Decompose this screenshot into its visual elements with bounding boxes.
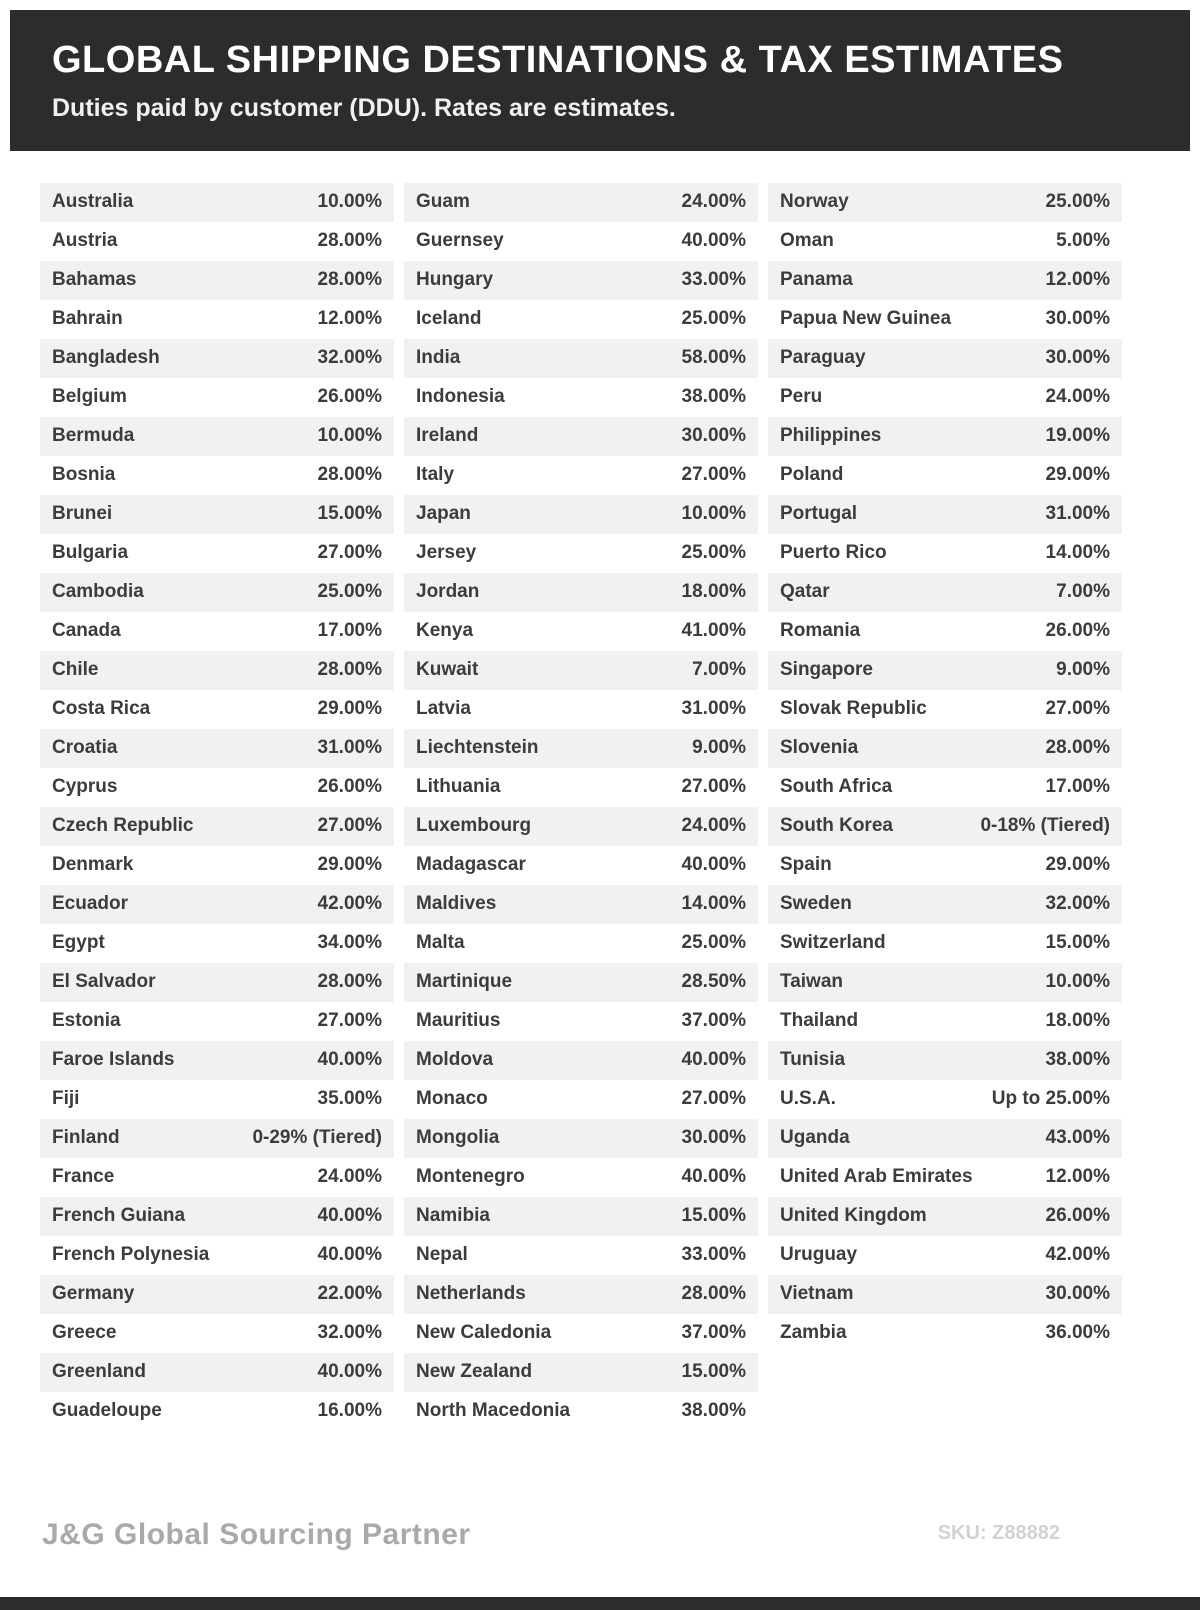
table-row xyxy=(404,1314,758,1353)
tax-rate: 24.00% xyxy=(681,191,746,213)
country-name: Slovenia xyxy=(780,737,859,759)
table-row xyxy=(40,729,394,768)
country-name: Jordan xyxy=(416,581,480,603)
table-row xyxy=(768,846,1122,885)
tax-rate: 26.00% xyxy=(317,386,382,408)
table-row xyxy=(768,1275,1122,1314)
rate-column-3 xyxy=(768,183,1122,1353)
tax-rate: 42.00% xyxy=(1045,1244,1110,1266)
table-row xyxy=(404,222,758,261)
table-row xyxy=(404,1353,758,1392)
tax-rate: 7.00% xyxy=(1056,581,1110,603)
table-row xyxy=(768,1041,1122,1080)
table-row xyxy=(404,1275,758,1314)
tax-rate: 9.00% xyxy=(692,737,746,759)
country-name: Poland xyxy=(780,464,844,486)
country-name: Italy xyxy=(416,464,455,486)
tax-rate: 12.00% xyxy=(317,308,382,330)
country-name: Switzerland xyxy=(780,932,886,954)
tax-rate: 31.00% xyxy=(681,698,746,720)
table-row xyxy=(40,1002,394,1041)
country-name: South Africa xyxy=(780,776,893,798)
tax-rate: 7.00% xyxy=(692,659,746,681)
table-row xyxy=(768,1080,1122,1119)
country-name: Finland xyxy=(52,1127,120,1149)
tax-rate: 35.00% xyxy=(317,1088,382,1110)
table-row xyxy=(768,690,1122,729)
table-row xyxy=(404,1236,758,1275)
country-name: United Kingdom xyxy=(780,1205,927,1227)
tax-rate: 10.00% xyxy=(1045,971,1110,993)
country-name: Puerto Rico xyxy=(780,542,887,564)
page-subtitle: Duties paid by customer (DDU). Rates are estimates. xyxy=(52,93,676,122)
table-row xyxy=(404,495,758,534)
country-name: Greenland xyxy=(52,1361,146,1383)
table-row xyxy=(40,963,394,1002)
tax-rate: 22.00% xyxy=(317,1283,382,1305)
country-name: Romania xyxy=(780,620,861,642)
country-name: Costa Rica xyxy=(52,698,151,720)
table-row xyxy=(768,924,1122,963)
tax-rate: 27.00% xyxy=(1045,698,1110,720)
table-row xyxy=(768,651,1122,690)
tax-rate: 12.00% xyxy=(1045,1166,1110,1188)
table-row xyxy=(404,729,758,768)
table-row xyxy=(40,1314,394,1353)
country-name: Kenya xyxy=(416,620,474,642)
country-name: Norway xyxy=(780,191,849,213)
tax-rate: 29.00% xyxy=(1045,854,1110,876)
tax-rate: 30.00% xyxy=(1045,1283,1110,1305)
table-row xyxy=(404,846,758,885)
table-row xyxy=(40,417,394,456)
country-name: United Arab Emirates xyxy=(780,1166,973,1188)
table-row xyxy=(768,729,1122,768)
rate-column-2 xyxy=(404,183,758,1431)
tax-rate: 15.00% xyxy=(681,1205,746,1227)
country-name: Brunei xyxy=(52,503,113,525)
table-row xyxy=(40,456,394,495)
tax-rate: 28.00% xyxy=(317,971,382,993)
country-name: Croatia xyxy=(52,737,118,759)
table-row xyxy=(404,1197,758,1236)
tax-rate: 34.00% xyxy=(317,932,382,954)
table-row xyxy=(40,1236,394,1275)
table-row xyxy=(768,534,1122,573)
country-name: Uganda xyxy=(780,1127,850,1149)
country-name: Liechtenstein xyxy=(416,737,539,759)
table-row xyxy=(40,768,394,807)
tax-rate: 43.00% xyxy=(1045,1127,1110,1149)
country-name: Cambodia xyxy=(52,581,144,603)
tax-rate: 37.00% xyxy=(681,1322,746,1344)
tax-rate: 10.00% xyxy=(681,503,746,525)
country-name: Faroe Islands xyxy=(52,1049,175,1071)
table-row xyxy=(768,807,1122,846)
tax-rate: 28.00% xyxy=(317,269,382,291)
table-row xyxy=(768,261,1122,300)
country-name: Panama xyxy=(780,269,853,291)
table-row xyxy=(40,183,394,222)
table-row xyxy=(768,885,1122,924)
table-row xyxy=(404,651,758,690)
table-row xyxy=(404,183,758,222)
table-row xyxy=(404,378,758,417)
tax-rate: 40.00% xyxy=(317,1049,382,1071)
table-row xyxy=(40,534,394,573)
country-name: Qatar xyxy=(780,581,830,603)
table-row xyxy=(40,885,394,924)
tax-rate: 32.00% xyxy=(1045,893,1110,915)
country-name: New Zealand xyxy=(416,1361,533,1383)
table-row xyxy=(404,690,758,729)
tax-rate: 28.50% xyxy=(681,971,746,993)
table-row xyxy=(404,612,758,651)
page-title: GLOBAL SHIPPING DESTINATIONS & TAX ESTIMATES xyxy=(52,39,1064,81)
tax-rate: 32.00% xyxy=(317,347,382,369)
tax-rate: 24.00% xyxy=(681,815,746,837)
table-row xyxy=(404,534,758,573)
tax-rate: 15.00% xyxy=(317,503,382,525)
table-row xyxy=(40,1119,394,1158)
table-row xyxy=(768,963,1122,1002)
country-name: Sweden xyxy=(780,893,852,915)
tax-rate: 40.00% xyxy=(317,1361,382,1383)
tax-rate: 33.00% xyxy=(681,269,746,291)
country-name: Portugal xyxy=(780,503,858,525)
tax-rate: 40.00% xyxy=(681,854,746,876)
table-row xyxy=(404,963,758,1002)
country-name: Bahrain xyxy=(52,308,123,330)
rate-column-1 xyxy=(40,183,394,1431)
country-name: Egypt xyxy=(52,932,105,954)
table-row xyxy=(404,1119,758,1158)
country-name: Hungary xyxy=(416,269,494,291)
country-name: Lithuania xyxy=(416,776,501,798)
country-name: Japan xyxy=(416,503,471,525)
tax-rate: 42.00% xyxy=(317,893,382,915)
table-row xyxy=(768,1002,1122,1041)
country-name: El Salvador xyxy=(52,971,156,993)
country-name: Philippines xyxy=(780,425,882,447)
table-row xyxy=(768,183,1122,222)
country-name: Papua New Guinea xyxy=(780,308,952,330)
country-name: Iceland xyxy=(416,308,482,330)
tax-rate: 27.00% xyxy=(681,1088,746,1110)
country-name: Spain xyxy=(780,854,832,876)
tax-rate: 28.00% xyxy=(317,659,382,681)
table-row xyxy=(40,222,394,261)
country-name: Bermuda xyxy=(52,425,135,447)
tax-rate: 25.00% xyxy=(681,542,746,564)
tax-rate: 30.00% xyxy=(681,425,746,447)
table-row xyxy=(404,1158,758,1197)
table-row xyxy=(404,1002,758,1041)
table-row xyxy=(768,417,1122,456)
tax-rate: 30.00% xyxy=(1045,347,1110,369)
tax-rate: 18.00% xyxy=(681,581,746,603)
tax-rate: 28.00% xyxy=(317,230,382,252)
country-name: Paraguay xyxy=(780,347,866,369)
table-row xyxy=(768,1119,1122,1158)
tax-rate: 58.00% xyxy=(681,347,746,369)
tax-rate: 17.00% xyxy=(1045,776,1110,798)
country-name: Australia xyxy=(52,191,134,213)
country-name: Uruguay xyxy=(780,1244,858,1266)
country-name: Bulgaria xyxy=(52,542,129,564)
country-name: Zambia xyxy=(780,1322,847,1344)
table-row xyxy=(768,339,1122,378)
country-name: Thailand xyxy=(780,1010,859,1032)
tax-rate: 30.00% xyxy=(1045,308,1110,330)
table-row xyxy=(40,1392,394,1431)
table-row xyxy=(768,1158,1122,1197)
country-name: Kuwait xyxy=(416,659,479,681)
tax-rate: 40.00% xyxy=(681,1166,746,1188)
country-name: Austria xyxy=(52,230,118,252)
tax-rate: 26.00% xyxy=(1045,620,1110,642)
tax-rate: 10.00% xyxy=(317,191,382,213)
country-name: India xyxy=(416,347,461,369)
table-row xyxy=(40,1353,394,1392)
tax-rate: 28.00% xyxy=(317,464,382,486)
table-row xyxy=(404,261,758,300)
country-name: Indonesia xyxy=(416,386,505,408)
table-row xyxy=(404,456,758,495)
country-name: Martinique xyxy=(416,971,513,993)
tax-rate: 0-18% (Tiered) xyxy=(980,815,1110,837)
tax-rate: 27.00% xyxy=(317,815,382,837)
country-name: Bangladesh xyxy=(52,347,160,369)
page-header xyxy=(10,10,1190,151)
tax-rate: 5.00% xyxy=(1056,230,1110,252)
table-row xyxy=(40,1197,394,1236)
tax-rate: 38.00% xyxy=(1045,1049,1110,1071)
table-row xyxy=(404,924,758,963)
table-row xyxy=(40,1275,394,1314)
tax-rate: 10.00% xyxy=(317,425,382,447)
footer-bar xyxy=(0,1597,1200,1610)
tax-rate: 27.00% xyxy=(317,1010,382,1032)
country-name: Taiwan xyxy=(780,971,843,993)
tax-rate: 38.00% xyxy=(681,1400,746,1422)
tax-rate: 18.00% xyxy=(1045,1010,1110,1032)
table-row xyxy=(40,846,394,885)
table-row xyxy=(40,1158,394,1197)
tax-rate: 31.00% xyxy=(1045,503,1110,525)
country-name: Maldives xyxy=(416,893,497,915)
table-row xyxy=(404,1041,758,1080)
tax-rate: 9.00% xyxy=(1056,659,1110,681)
tax-rate: 37.00% xyxy=(681,1010,746,1032)
country-name: Chile xyxy=(52,659,99,681)
table-row xyxy=(768,1236,1122,1275)
country-name: Ireland xyxy=(416,425,479,447)
rates-table xyxy=(40,183,1122,1431)
table-row xyxy=(768,300,1122,339)
tax-rate: 40.00% xyxy=(317,1244,382,1266)
country-name: Estonia xyxy=(52,1010,121,1032)
country-name: Jersey xyxy=(416,542,477,564)
tax-rate: 27.00% xyxy=(681,464,746,486)
tax-rate: 41.00% xyxy=(681,620,746,642)
tax-rate: 26.00% xyxy=(1045,1205,1110,1227)
country-name: North Macedonia xyxy=(416,1400,571,1422)
table-row xyxy=(404,885,758,924)
country-name: Moldova xyxy=(416,1049,494,1071)
country-name: France xyxy=(52,1166,115,1188)
table-row xyxy=(40,924,394,963)
tax-rate: 28.00% xyxy=(681,1283,746,1305)
tax-rate: 29.00% xyxy=(317,854,382,876)
country-name: Netherlands xyxy=(416,1283,526,1305)
country-name: Mauritius xyxy=(416,1010,501,1032)
country-name: Malta xyxy=(416,932,465,954)
tax-rate: 29.00% xyxy=(317,698,382,720)
tax-rate: 32.00% xyxy=(317,1322,382,1344)
table-row xyxy=(768,222,1122,261)
tax-rate: 28.00% xyxy=(1045,737,1110,759)
tax-rate: 30.00% xyxy=(681,1127,746,1149)
country-name: Cyprus xyxy=(52,776,118,798)
table-row xyxy=(768,1197,1122,1236)
country-name: Germany xyxy=(52,1283,135,1305)
tax-rate: 33.00% xyxy=(681,1244,746,1266)
country-name: Bahamas xyxy=(52,269,137,291)
table-row xyxy=(768,573,1122,612)
tax-rate: 27.00% xyxy=(681,776,746,798)
tax-rate: 25.00% xyxy=(317,581,382,603)
table-row xyxy=(40,495,394,534)
table-row xyxy=(768,456,1122,495)
country-name: Vietnam xyxy=(780,1283,854,1305)
tax-rate: 24.00% xyxy=(317,1166,382,1188)
country-name: U.S.A. xyxy=(780,1088,836,1110)
country-name: Bosnia xyxy=(52,464,116,486)
country-name: Canada xyxy=(52,620,121,642)
tax-rate: 38.00% xyxy=(681,386,746,408)
tax-rate: 16.00% xyxy=(317,1400,382,1422)
tax-rate: 31.00% xyxy=(317,737,382,759)
country-name: Namibia xyxy=(416,1205,490,1227)
tax-rate: 15.00% xyxy=(1045,932,1110,954)
country-name: Fiji xyxy=(52,1088,80,1110)
country-name: French Polynesia xyxy=(52,1244,210,1266)
table-row xyxy=(40,339,394,378)
table-row xyxy=(40,300,394,339)
country-name: Oman xyxy=(780,230,834,252)
table-row xyxy=(40,1041,394,1080)
tax-rate: 25.00% xyxy=(1045,191,1110,213)
country-name: Nepal xyxy=(416,1244,468,1266)
table-row xyxy=(40,261,394,300)
tax-rate: 25.00% xyxy=(681,308,746,330)
brand-name: J&G Global Sourcing Partner xyxy=(42,1518,471,1551)
country-name: Tunisia xyxy=(780,1049,846,1071)
table-row xyxy=(404,768,758,807)
country-name: Luxembourg xyxy=(416,815,532,837)
tax-rate: 14.00% xyxy=(1045,542,1110,564)
country-name: Singapore xyxy=(780,659,873,681)
table-row xyxy=(404,807,758,846)
country-name: New Caledonia xyxy=(416,1322,552,1344)
country-name: Guernsey xyxy=(416,230,504,252)
table-row xyxy=(40,1080,394,1119)
tax-rate: 27.00% xyxy=(317,542,382,564)
table-row xyxy=(40,573,394,612)
table-row xyxy=(404,417,758,456)
table-row xyxy=(404,339,758,378)
tax-rate: 0-29% (Tiered) xyxy=(252,1127,382,1149)
table-row xyxy=(768,378,1122,417)
country-name: Ecuador xyxy=(52,893,129,915)
table-row xyxy=(404,573,758,612)
tax-rate: 40.00% xyxy=(681,1049,746,1071)
country-name: Guadeloupe xyxy=(52,1400,162,1422)
tax-rate: 40.00% xyxy=(317,1205,382,1227)
table-row xyxy=(40,378,394,417)
country-name: Denmark xyxy=(52,854,134,876)
table-row xyxy=(404,1080,758,1119)
tax-rate: 15.00% xyxy=(681,1361,746,1383)
country-name: Montenegro xyxy=(416,1166,525,1188)
country-name: Belgium xyxy=(52,386,127,408)
country-name: Latvia xyxy=(416,698,471,720)
country-name: Czech Republic xyxy=(52,815,194,837)
country-name: Peru xyxy=(780,386,823,408)
table-row xyxy=(768,612,1122,651)
table-row xyxy=(40,807,394,846)
country-name: French Guiana xyxy=(52,1205,186,1227)
country-name: Mongolia xyxy=(416,1127,500,1149)
tax-rate: 40.00% xyxy=(681,230,746,252)
tax-rate: 14.00% xyxy=(681,893,746,915)
country-name: Madagascar xyxy=(416,854,526,876)
table-row xyxy=(40,690,394,729)
table-row xyxy=(404,1392,758,1431)
sku-label: SKU: Z88882 xyxy=(937,1522,1060,1544)
tax-rate: 36.00% xyxy=(1045,1322,1110,1344)
table-row xyxy=(768,495,1122,534)
country-name: Monaco xyxy=(416,1088,488,1110)
table-row xyxy=(404,300,758,339)
table-row xyxy=(768,1314,1122,1353)
tax-rate: 25.00% xyxy=(681,932,746,954)
country-name: Greece xyxy=(52,1322,117,1344)
country-name: Slovak Republic xyxy=(780,698,927,720)
tax-rate: 24.00% xyxy=(1045,386,1110,408)
table-row xyxy=(40,612,394,651)
tax-rate: 26.00% xyxy=(317,776,382,798)
table-row xyxy=(768,768,1122,807)
table-row xyxy=(40,651,394,690)
tax-rate: 12.00% xyxy=(1045,269,1110,291)
tax-rate: 19.00% xyxy=(1045,425,1110,447)
tax-rate: 29.00% xyxy=(1045,464,1110,486)
tax-rate: 17.00% xyxy=(317,620,382,642)
country-name: Guam xyxy=(416,191,470,213)
tax-rate: Up to 25.00% xyxy=(991,1088,1110,1110)
country-name: South Korea xyxy=(780,815,893,837)
